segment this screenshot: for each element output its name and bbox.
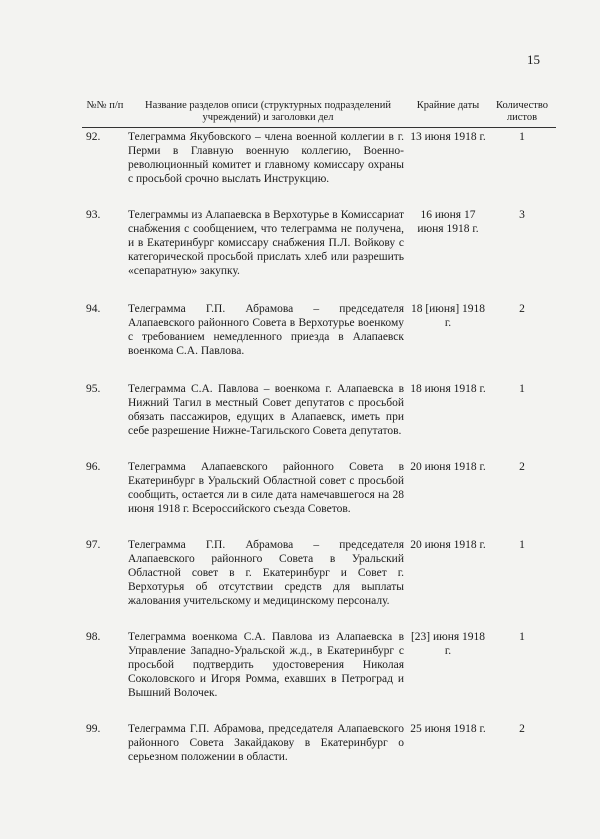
- record-dates: 18 июня 1918 г.: [410, 383, 486, 395]
- record-title: Телеграммы из Алапаевска в Верхотурье в Комиссариат снабжения с сообщением, что телеграмма не получена, и в Екатеринбург комиссару снабжения П.Л. Войкову с категорической просьбой прислать хлеб или разрешить «сепаратную» закупку.: [128, 209, 404, 277]
- header-num: №№ п/п: [82, 100, 128, 128]
- table-row: [82, 380, 556, 438]
- record-dates: 25 июня 1918 г.: [410, 723, 486, 735]
- record-title: Телеграмма Якубовского – члена военной коллегии в г. Перми в Главную военную коллегию, Военно-революционный комитет и главному комиссару охраны с просьбой срочно выслать Инструкцию.: [128, 131, 404, 185]
- table-row: [82, 300, 556, 358]
- table-row: [82, 536, 556, 608]
- record-num: 98.: [86, 631, 101, 643]
- record-sheets: 2: [519, 461, 525, 473]
- record-dates: [23] июня 1918 г.: [410, 631, 486, 657]
- record-dates: 20 июня 1918 г.: [410, 461, 486, 473]
- record-sheets: 1: [519, 631, 525, 643]
- table-row: [82, 720, 556, 764]
- table-row: [82, 458, 556, 516]
- record-num: 92.: [86, 131, 101, 143]
- record-sheets: 2: [519, 723, 525, 735]
- record-sheets: 1: [519, 539, 525, 551]
- record-num: 96.: [86, 461, 101, 473]
- table-header-row: [82, 100, 556, 128]
- table-row: [82, 628, 556, 700]
- header-sheets: Количество листов: [488, 100, 556, 128]
- record-num: 95.: [86, 383, 101, 395]
- record-title: Телеграмма Г.П. Абрамова – председателя Алапаевского районного Совета в Уральский Областной совет в г. Екатеринбург и Совет г. Верхотурья об отсутствии средств для выплаты жалования учительскому и медицинскому персоналу.: [128, 539, 404, 607]
- page-number: 15: [527, 52, 540, 67]
- record-num: 93.: [86, 209, 101, 221]
- record-sheets: 2: [519, 303, 525, 315]
- record-sheets: 3: [519, 209, 525, 221]
- record-num: 99.: [86, 723, 101, 735]
- header-dates: Крайние даты: [408, 100, 488, 128]
- record-title: Телеграмма С.А. Павлова – военкома г. Алапаевска в Нижний Тагил в местный Совет депутатов с просьбой обязать пассажиров, едущих в Алапаевск, иметь при себе разрешение Нижне-Тагильского Совета депутатов.: [128, 383, 404, 437]
- record-sheets: 1: [519, 383, 525, 395]
- record-dates: 16 июня 17 июня 1918 г.: [417, 209, 479, 235]
- record-dates: 18 [июня] 1918 г.: [410, 303, 486, 329]
- record-title: Телеграмма Г.П. Абрамова, председателя Алапаевского районного Совета Закайдакову в Екатеринбург о серьезном положении в области.: [128, 723, 404, 763]
- record-title: Телеграмма Г.П. Абрамова – председателя Алапаевского районного Совета в Верхотурье военкому с требованием немедленного приезда в Алапаевск военкома С.А. Павлова.: [128, 303, 404, 357]
- table-row: [82, 128, 556, 187]
- record-title: Телеграмма Алапаевского районного Совета в Екатеринбург в Уральский Областной совет с просьбой сообщить, остается ли в силе дата намечавшегося на 28 июня 1918 г. Всероссийского съезда Советов.: [128, 461, 404, 515]
- record-title: Телеграмма военкома С.А. Павлова из Алапаевска в Управление Западно-Уральской ж.д., в Екатеринбург с просьбой подтвердить удостоверения Николая Соколовского и Игоря Ромма, ехавших в Петроград и Вышний Волочек.: [128, 631, 404, 699]
- record-num: 97.: [86, 539, 101, 551]
- record-sheets: 1: [519, 131, 525, 143]
- record-dates: 20 июня 1918 г.: [410, 539, 486, 551]
- record-dates: 13 июня 1918 г.: [410, 131, 486, 143]
- inventory-table: [82, 100, 556, 764]
- record-num: 94.: [86, 303, 101, 315]
- table-row: [82, 206, 556, 278]
- header-title: Название разделов описи (структурных подразделений учреждений) и заголовки дел: [128, 100, 408, 128]
